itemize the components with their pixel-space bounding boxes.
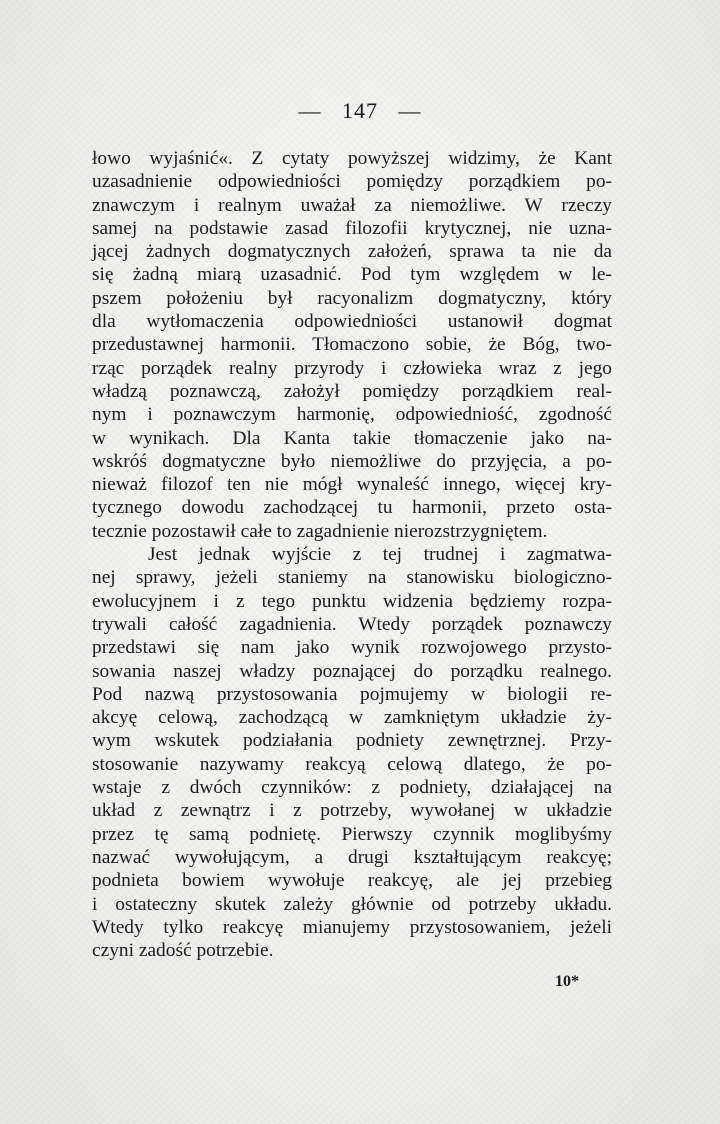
- header-dash-left: —: [298, 98, 322, 123]
- text-line: tecznie pozostawił całe to zagadnienie nierozstrzygniętem.: [92, 520, 548, 542]
- text-line: nym i poznawczym harmonię, odpowiedniość, zgodność: [92, 404, 612, 426]
- signature-mark: 10*: [555, 973, 579, 990]
- text-line: układ z zewnątrz i z potrzeby, wywołanej w układzie: [92, 800, 612, 822]
- text-line: trywali całość zagadnienia. Wtedy porządek poznawczy: [92, 613, 612, 635]
- text-line: Wtedy tylko reakcyę mianujemy przystosowaniem, jeżeli: [92, 916, 612, 938]
- text-line: sowania naszej władzy poznającej do porządku realnego.: [92, 660, 612, 682]
- text-line-paragraph-start: Jest jednak wyjście z tej trudnej i zagmatwa-: [148, 544, 612, 566]
- text-line: uzasadnienie odpowiedniości pomiędzy porządkiem po-: [92, 171, 612, 193]
- page-number: 147: [342, 98, 378, 123]
- text-line: tycznego dowodu zachodzącej tu harmonii, przeto osta-: [92, 497, 612, 519]
- text-line: nazwać wywołującym, a drugi kształtującym reakcyę;: [92, 846, 612, 868]
- text-line: Pod nazwą przystosowania pojmujemy w biologii re-: [92, 683, 612, 705]
- header-dash-right: —: [398, 98, 422, 123]
- text-line: jącej żadnych dogmatycznych założeń, sprawa ta nie da: [92, 241, 612, 263]
- text-line: wym wskutek podziałania podniety zewnętrznej. Przy-: [92, 730, 612, 752]
- text-line: i ostateczny skutek zależy głównie od potrzeby układu.: [92, 893, 612, 915]
- text-line: samej na podstawie zasad filozofii krytycznej, nie uzna-: [92, 217, 612, 239]
- text-line: przez tę samą podnietę. Pierwszy czynnik moglibyśmy: [92, 823, 612, 845]
- text-line: akcyę celową, zachodzącą w zamkniętym układzie ży-: [92, 707, 612, 729]
- text-line: czyni zadość potrzebie.: [92, 940, 274, 962]
- text-line: nieważ filozof ten nie mógł wynaleść innego, więcej kry-: [92, 474, 612, 496]
- text-line: przedustawnej harmonii. Tłomaczono sobie, że Bóg, two-: [92, 334, 612, 356]
- text-line: znawczym i realnym uważał za niemożliwe. W rzeczy: [92, 194, 612, 216]
- text-line: wstaje z dwóch czynników: z podniety, działającej na: [92, 777, 612, 799]
- body-text: [92, 147, 612, 962]
- text-line: dla wytłomaczenia odpowiedniości ustanowił dogmat: [92, 311, 612, 333]
- text-line: nej sprawy, jeżeli staniemy na stanowisku biologiczno-: [92, 567, 612, 589]
- text-line: się żadną miarą uzasadnić. Pod tym względem w le-: [92, 264, 612, 286]
- text-line: rząc porządek realny przyrody i człowieka wraz z jego: [92, 357, 612, 379]
- text-line: łowo wyjaśnić«. Z cytaty powyższej widzimy, że Kant: [92, 148, 612, 169]
- text-line: władzą poznawczą, założył pomiędzy porządkiem real-: [92, 380, 612, 402]
- text-line: w wynikach. Dla Kanta takie tłomaczenie jako na-: [92, 427, 612, 449]
- text-line: stosowanie nazywamy reakcyą celową dlatego, że po-: [92, 753, 612, 775]
- text-line: podnieta bowiem wywołuje reakcyę, ale jej przebieg: [92, 870, 612, 892]
- page-header: [0, 98, 720, 124]
- text-line: przedstawi się nam jako wynik rozwojowego przysto-: [92, 637, 612, 659]
- text-line: wskróś dogmatyczne było niemożliwe do przyjęcia, a po-: [92, 450, 612, 472]
- text-line: pszem położeniu był racyonalizm dogmatyczny, który: [92, 287, 612, 309]
- text-line: ewolucyjnem i z tego punktu widzenia będziemy rozpa-: [92, 590, 612, 612]
